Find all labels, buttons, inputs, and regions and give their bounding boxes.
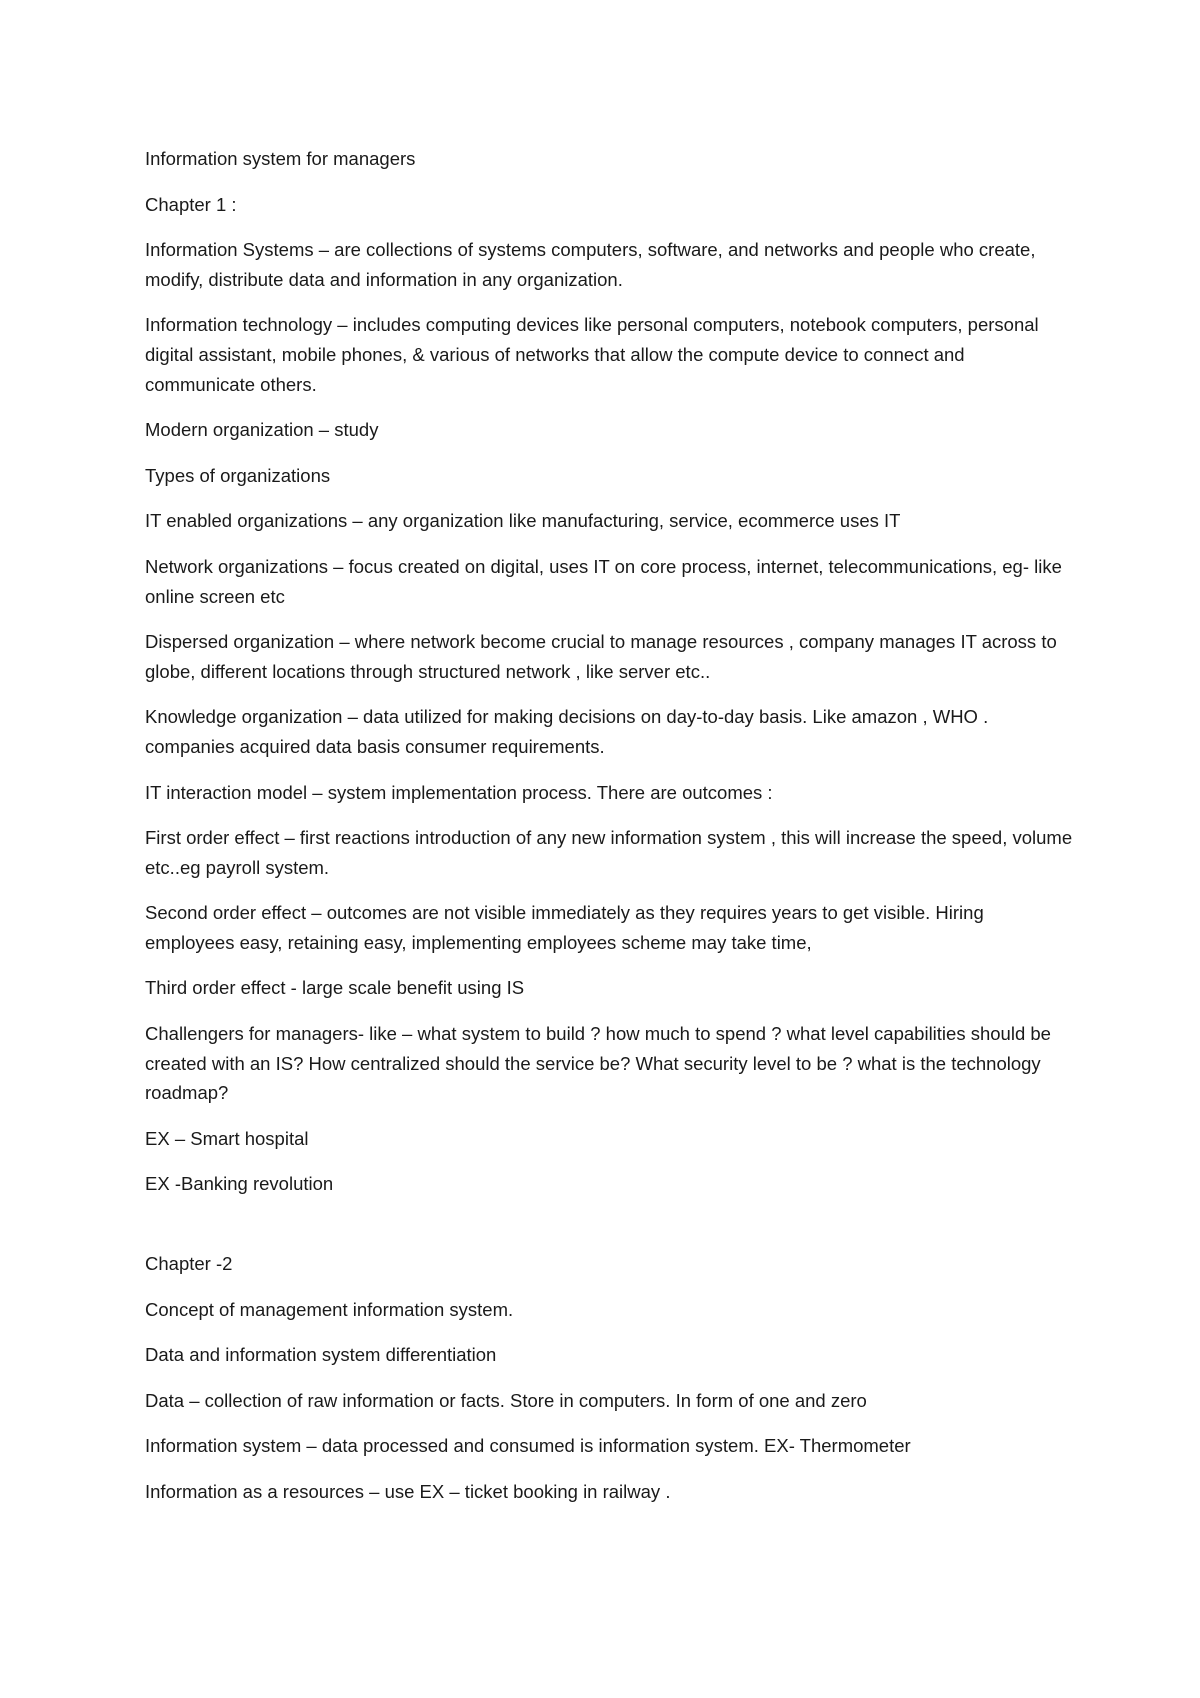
chapter-1-heading: Chapter 1 : bbox=[145, 193, 237, 215]
paragraph-challengers-for-managers: Challengers for managers- like – what system to build ? how much to spend ? what level capabilities should be created with an IS? How centralized should the service be? What security level to be ? what is the technology roadmap? bbox=[145, 1023, 1051, 1104]
paragraph-types-of-organizations: Types of organizations bbox=[145, 464, 331, 486]
paragraph-information-as-resource: Information as a resources – use EX – ticket booking in railway . bbox=[145, 1481, 671, 1502]
paragraph-second-order-effect: Second order effect – outcomes are not visible immediately as they requires years to get visible. Hiring employees easy, retaining easy, implementing employees scheme may take time, bbox=[145, 902, 984, 953]
paragraph-data-and-information: Data and information system differentiation bbox=[145, 1344, 497, 1366]
paragraph-third-order-effect: Third order effect - large scale benefit using IS bbox=[145, 977, 525, 999]
paragraph-knowledge-organization: Knowledge organization – data utilized for making decisions on day-to-day basis. Like amazon , WHO . companies acquired data basis consumer requirements. bbox=[145, 706, 989, 757]
paragraph-it-interaction-model: IT interaction model – system implementation process. There are outcomes : bbox=[145, 781, 773, 803]
chapter-2-heading: Chapter -2 bbox=[145, 1253, 233, 1275]
document-body bbox=[145, 144, 1075, 1523]
paragraph-concept-of-mis: Concept of management information system. bbox=[145, 1298, 514, 1320]
paragraph-network-organizations: Network organizations – focus created on digital, uses IT on core process, internet, telecommunications, eg- like online screen etc bbox=[145, 555, 1062, 607]
paragraph-modern-organization: Modern organization – study bbox=[145, 419, 379, 441]
paragraph-it-enabled-organizations: IT enabled organizations – any organization like manufacturing, service, ecommerce uses IT bbox=[145, 510, 901, 532]
paragraph-data-definition: Data – collection of raw information or facts. Store in computers. In form of one and zero bbox=[145, 1389, 867, 1411]
paragraph-information-technology: Information technology – includes computing devices like personal computers, notebook computers, personal digital assistant, mobile phones, & various of networks that allow the compute device to connect and communicate others. bbox=[145, 314, 1039, 395]
paragraph-first-order-effect: First order effect – first reactions introduction of any new information system , this will increase the speed, volume etc..eg payroll system. bbox=[145, 827, 1073, 878]
document-title: Information system for managers bbox=[145, 148, 416, 169]
paragraph-ex-smart-hospital: EX – Smart hospital bbox=[145, 1127, 309, 1149]
paragraph-information-system-definition: Information system – data processed and consumed is information system. EX- Thermometer bbox=[145, 1435, 911, 1457]
paragraph-dispersed-organization: Dispersed organization – where network become crucial to manage resources , company manages IT across to globe, different locations through structured network , like server etc.. bbox=[145, 631, 1057, 682]
paragraph-information-systems: Information Systems – are collections of systems computers, software, and networks and people who create, modify, distribute data and information in any organization. bbox=[145, 239, 1036, 290]
paragraph-ex-banking-revolution: EX -Banking revolution bbox=[145, 1173, 334, 1195]
